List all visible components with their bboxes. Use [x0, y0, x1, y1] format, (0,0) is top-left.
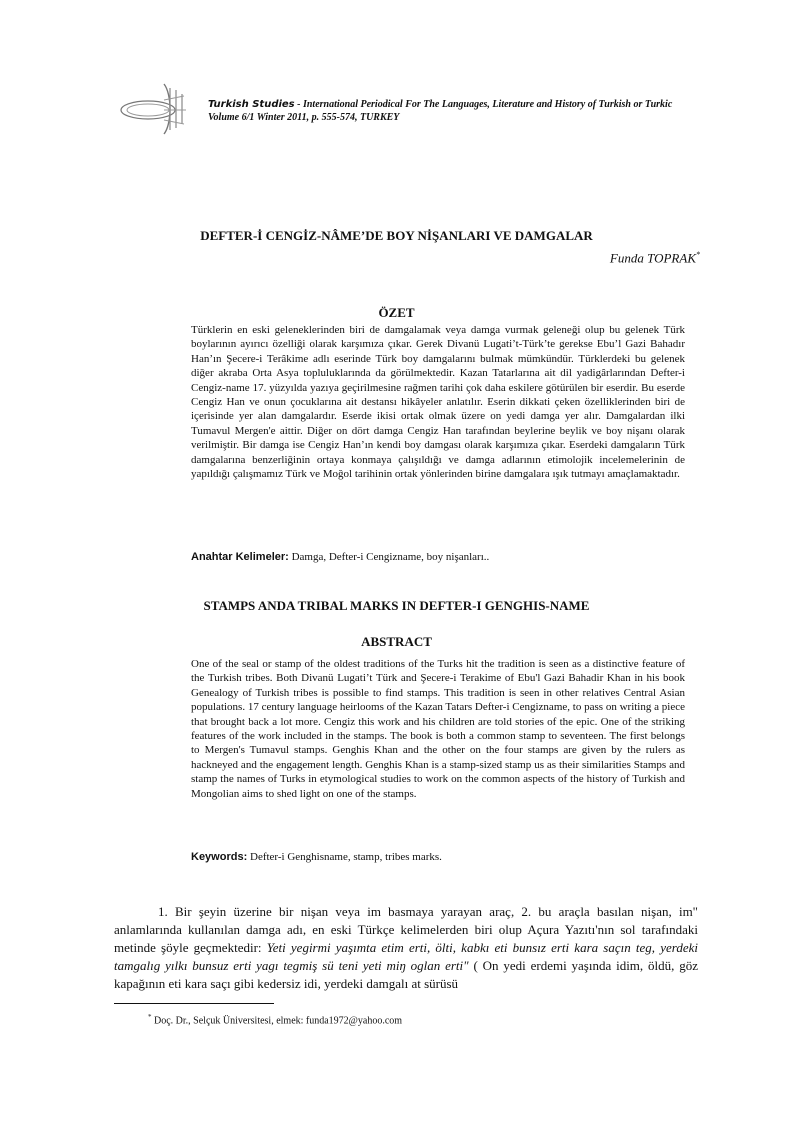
journal-line — [208, 98, 708, 111]
body-paragraph — [114, 903, 698, 993]
body-part2: ( On yedi erdemi yaşında idim, öldü, göz kapağının eti kara saçı gibi kedersiz idi, yerdeki damgalı at sürüsü — [114, 958, 698, 991]
keywords-tr: Damga, Defter-i Cengizname, boy nişanları.. — [291, 551, 490, 563]
footnote-text: Doç. Dr., Selçuk Üniversitesi, elmek: funda1972@yahoo.com — [151, 1015, 403, 1027]
volume-line: Volume 6/1 Winter 2011, p. 555-574, TURKEY — [208, 112, 400, 123]
ozet-heading: ÖZET — [378, 305, 415, 320]
ozet-keywords — [191, 551, 489, 563]
author-footnote-mark: * — [696, 250, 700, 259]
abstract-text: One of the seal or stamp of the oldest traditions of the Turks hit the tradition is seen as a distinctive feature of the Turkish tribes. Both Divanü Lugati’t Türk and Şecere-i Terakime of Ebu'l Gazi Bahadir Khan in his book Genealogy of Turkish tribes is possible to find stamps. This tradition is seen in other relatives Central Asian populations. 17 century language heirlooms of the Kazan Tatars Defter-i Cengizname, to pass on writing a piece that brought back a lot more. Cengiz this work and his children are told stories of the epic. One of the striking features of the work included in the stamps. The book is both a common stamp to seventeen. The first belongs to Mergen's Tumavul stamps. Genghis Khan and the other on the four stamps are given by the rulers as hackneyed and the engagement length. Genghis Khan is a stamp-sized stamp us as their similarities Stamps and stamp the names of Turks in etymological studies to work on the common aspects of the history of Turkish and Mongolian aims to shed light on one of the stamps. — [191, 658, 685, 800]
abstract-keywords — [191, 851, 442, 863]
journal-logo — [118, 80, 196, 138]
keywords-en: Defter-i Genghisname, stamp, tribes marks. — [250, 851, 442, 863]
keywords-label-en: Keywords: — [191, 851, 248, 863]
journal-name: Turkish Studies — [208, 99, 295, 110]
ozet-text — [191, 323, 685, 481]
abstract-heading: ABSTRACT — [361, 634, 432, 649]
english-title: STAMPS ANDA TRIBAL MARKS IN DEFTER-I GENGHIS-NAME — [203, 598, 590, 613]
body-quote: Yeti yegirmi yaşımta etim erti, ölti, kabkı eti bunsız erti kara saçın teg, yerdeki tamgalıg yılkı bunsuz erti yagı tegmiş sü teni yeti miŋ oglan erti" — [114, 940, 698, 973]
journal-header — [208, 98, 708, 124]
journal-description: - International Periodical For The Languages, Literature and History of Turkish or Turkic — [294, 99, 673, 110]
body-part1: 1. Bir şeyin üzerine bir nişan veya im basmaya yarayan araç, 2. bu araçla basılan nişan, im" anlamlarında kullanılan damga adı, en eski Türkçe kelimelerden biri olup Açura Yazıtı'nın sol tarafındaki metinde şöyle geçmektedir: — [114, 904, 698, 955]
keywords-label-tr: Anahtar Kelimeler: — [191, 551, 289, 563]
footnote-rule — [114, 1003, 274, 1004]
author-label: Funda TOPRAK — [609, 250, 696, 266]
ozet-body: Türklerin en eski geleneklerinden biri de damgalamak veya damga vurmak geleneği olup bu gelenek Türk boylarının ayırıcı özelliği olarak karşımıza çıkar. Gerek Divanü Lugati’t-Türk’te gerekse Ebu’l Gazi Bahadır Han’ın Şecere-i Terâkime adlı eserinde Türk boy damgalarını bulmak mümkündür. Türklerdeki bu gelenek diğer akraba Orta Asya topluluklarında da görülmektedir. Kazan Tatarlarına ait dil yadigârlarından Defter-i Cengiz-name 17. yüzyılda yazıya geçirilmesine rağmen tarihi çok daha eskilere götürülen bir eserdir. Bu eserde Cengiz Han ve onun çocuklarına ait destansı hikâyeler anlatılır. Eserin dikkati çeken özelliklerinden biri de içerisinde yer alan damgalardır. Eserde ikisi ortak olmak üzere on yedi damga yer alır. Damgalardan ilki Tumavul Mergen'e aittir. Diğer on dört damga Cengiz Han tarafından beylerine beylik ve boy nişanı olarak verilmiştir. Bir damga ise Cengiz Han’ın kendi boy damgası olarak karşımıza çıkar. Eserdeki damgaların Türk damgalarına benzerliğinin ortaya konmaya çalışıldığı ve damga adlarının etimolojik incelemelerinin de yapıldığı çalışmamız Türk ve Moğol tarihinin ortak yönlerinden birine damgalara ışık tutmayı amaçlamaktadır. — [191, 324, 685, 481]
article-title: DEFTER-İ CENGİZ-NÂME’DE BOY NİŞANLARI VE DAMGALAR — [200, 228, 593, 243]
footnote — [148, 1013, 402, 1026]
footnote-mark: * — [148, 1013, 152, 1021]
author-name — [610, 250, 700, 266]
